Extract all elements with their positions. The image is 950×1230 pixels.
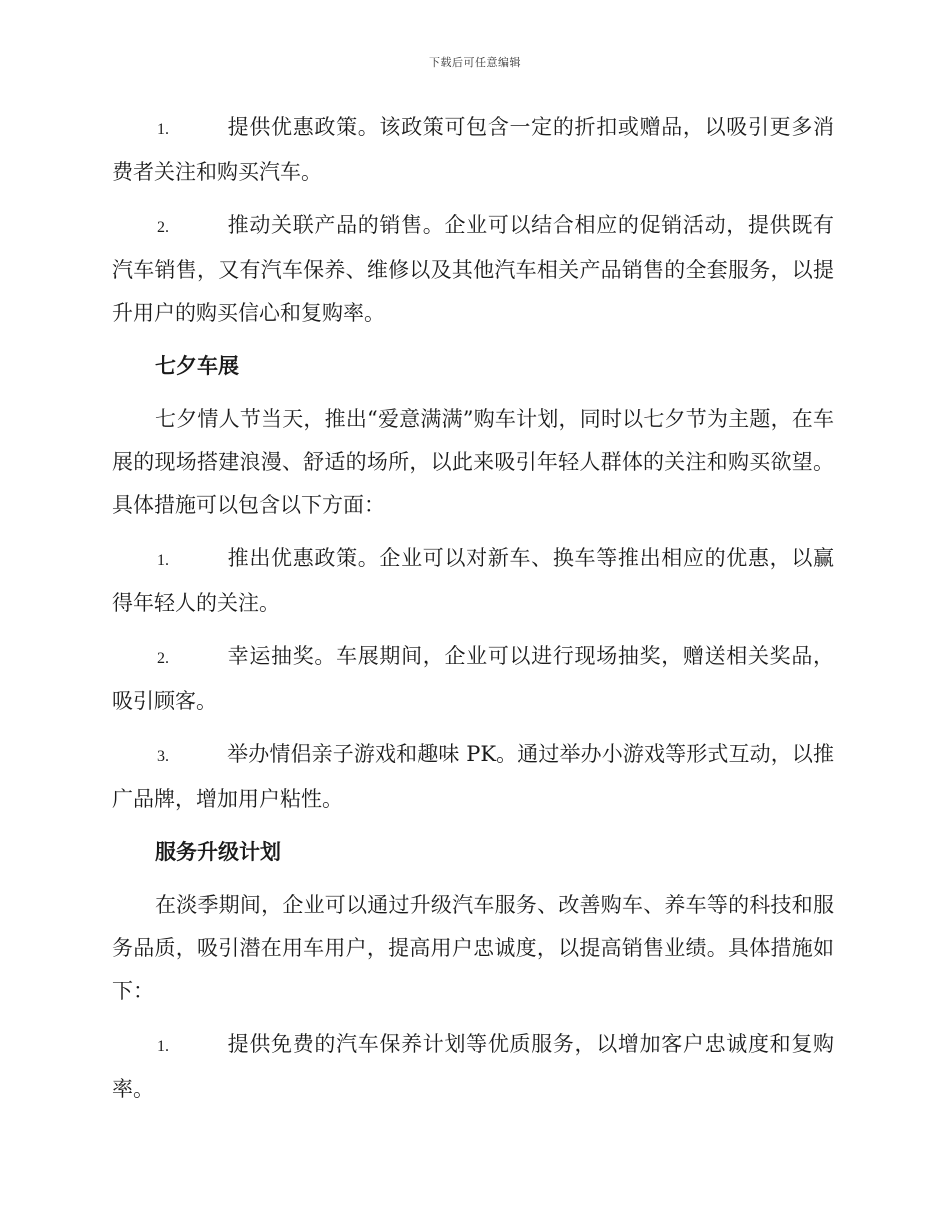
document-body [112,106,834,1121]
list-item [112,733,834,821]
list-item-text: 提供优惠政策。该政策可包含一定的折扣或赠品，以吸引更多消费者关注和购买汽车。 [112,115,834,184]
section-heading: 服务升级计划 [155,840,281,864]
list-item-text: 提供免费的汽车保养计划等优质服务，以增加客户忠诚度和复购率。 [112,1032,834,1101]
list-item [112,1023,834,1111]
list-item [112,635,834,723]
list-number: 2. [157,650,169,667]
list-number: 1. [157,121,169,138]
list-item-text: 举办情侣亲子游戏和趣味 PK。通过举办小游戏等形式互动，以推广品牌，增加用户粘性。 [112,742,834,811]
list-number: 2. [157,219,169,236]
paragraph: 在淡季期间，企业可以通过升级汽车服务、改善购车、养车等的科技和服务品质，吸引潜在用车用户，提高用户忠诚度，以提高销售业绩。具体措施如下： [112,893,834,1003]
list-item [112,106,834,194]
paragraph: 七夕情人节当天，推出“爱意满满”购车计划，同时以七夕节为主题，在车展的现场搭建浪漫、舒适的场所，以此来吸引年轻人群体的关注和购买欲望。具体措施可以包含以下方面： [112,407,834,517]
list-item-text: 幸运抽奖。车展期间，企业可以进行现场抽奖，赠送相关奖品，吸引顾客。 [112,644,834,713]
list-number: 3. [157,748,169,765]
list-number: 1. [157,1038,169,1055]
list-item-text: 推动关联产品的销售。企业可以结合相应的促销活动，提供既有汽车销售，又有汽车保养、维修以及其他汽车相关产品销售的全套服务，以提升用户的购买信心和复购率。 [112,213,834,325]
list-item-text: 推出优惠政策。企业可以对新车、换车等推出相应的优惠，以赢得年轻人的关注。 [112,546,834,615]
list-item [112,204,834,335]
page-header: 下载后可任意编辑 [429,56,521,69]
list-item [112,537,834,625]
list-number: 1. [157,552,169,569]
section-heading: 七夕车展 [155,354,239,378]
